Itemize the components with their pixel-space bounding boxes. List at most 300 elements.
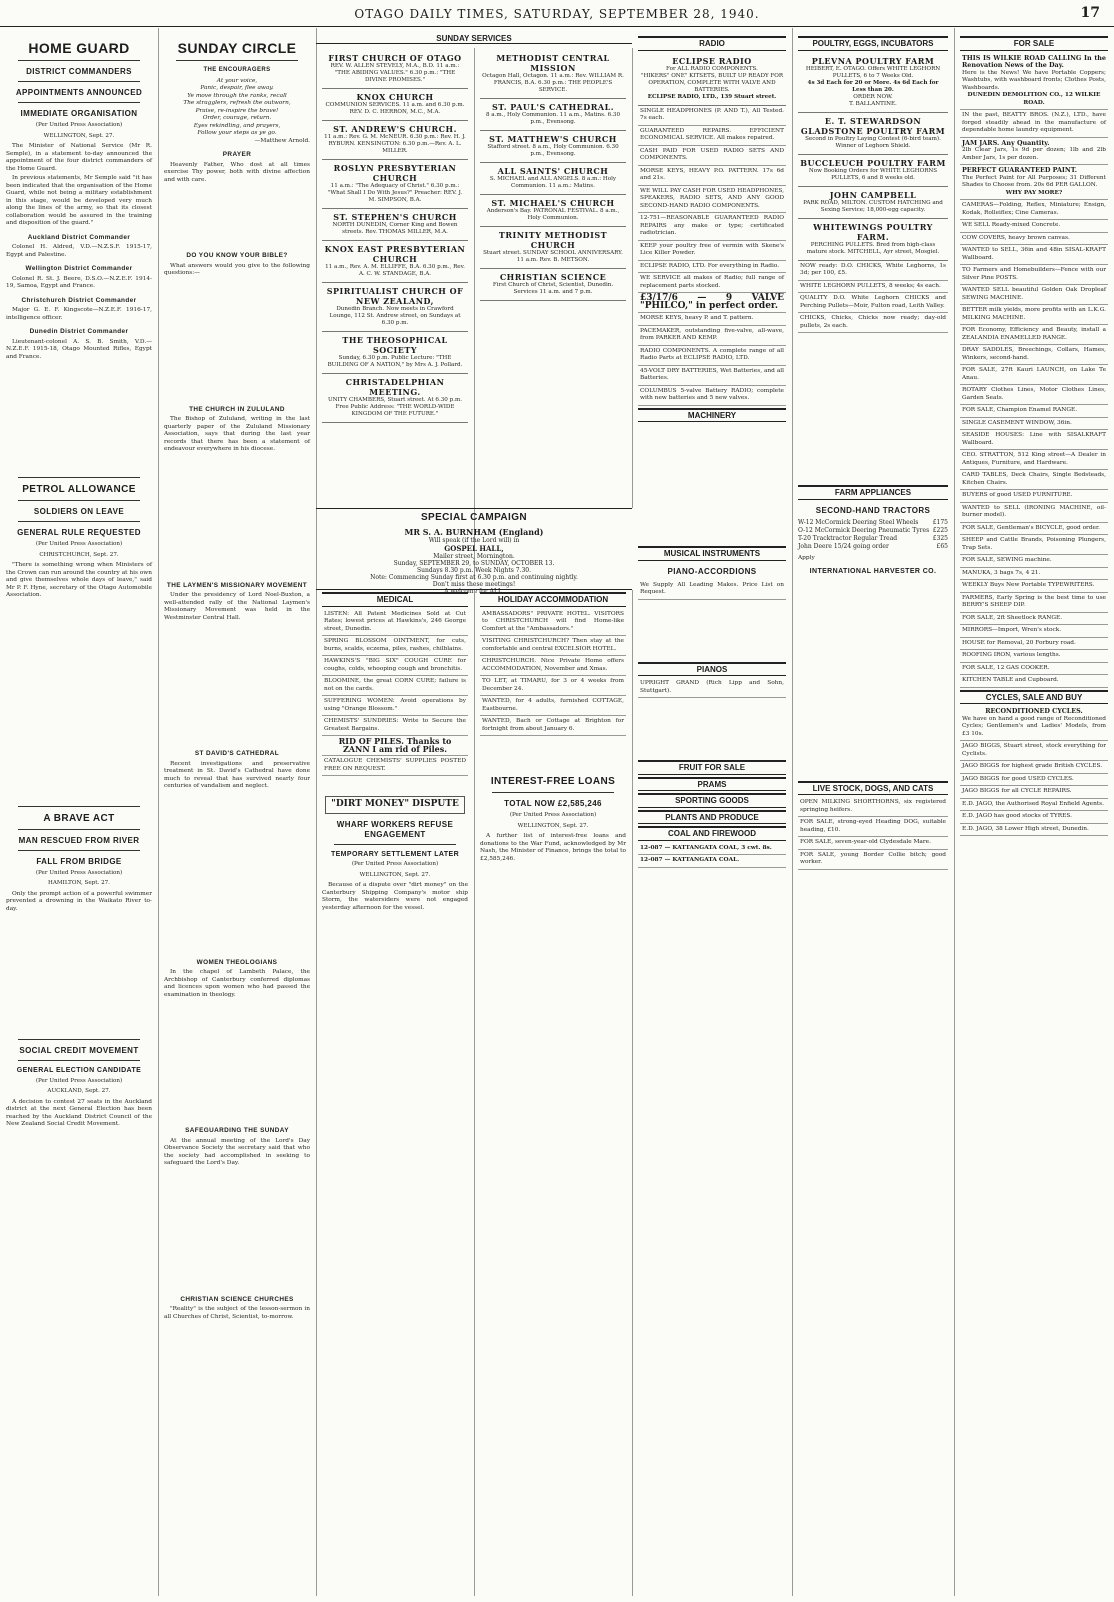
article-paragraph: "Reality" is the subject of the lesson-sermon in all Churches of Christ, Scientist, to-morrow. — [164, 1306, 310, 1320]
classified-ad: SPRING BLOSSOM OINTMENT, for cuts, burns, scalds, eczema, piles, rashes, chilblains. — [322, 636, 468, 656]
section-cycles: CYCLES, SALE AND BUY — [960, 690, 1108, 705]
church-name: ST. PAUL'S CATHEDRAL. — [492, 102, 614, 112]
classified-ad: SEASIDE HOUSES: Line with SISALKRAFT Wallboard. — [960, 430, 1108, 450]
classified-ad: 45-VOLT DRY BATTERIES, Wet Batteries, and all Batteries. — [638, 366, 786, 386]
tractor-price: £225 — [932, 526, 948, 534]
ad-text: 4s 3d Each for 20 or More. 4s 6d Each for Less than 20. — [807, 79, 939, 93]
body-text-block — [164, 186, 310, 246]
church-name: CHRISTIAN SCIENCE — [499, 272, 607, 282]
classified-ad: FOR SALE, 2ft Sheetlock RANGE. — [960, 613, 1108, 626]
church-name: SPIRITUALIST CHURCH OF NEW ZEALAND, — [326, 286, 464, 306]
ad-text: Second in Poultry Laying Contest (6-bird team). Winner of Leghorn Shield. — [805, 135, 941, 149]
dateline: AUCKLAND, Sept. 27. — [47, 1088, 111, 1094]
article-paragraph: Colonel H. Aldred, V.D.—N.Z.S.F. 1915-17, Egypt and Palestine. — [6, 244, 152, 258]
classified-ad: RADIO COMPONENTS. A complete range of all Radio Parts at ECLIPSE RADIO, LTD. — [638, 346, 786, 366]
harvester-name: INTERNATIONAL HARVESTER CO. — [809, 568, 937, 575]
service-st-michaels — [480, 195, 626, 227]
church-details: 11 a.m.: "The Adequacy of Christ." 6.30 p.m.: "What Shall I Do With Jesus?" Preacher: REV. J. M. SIMPSON, B.A. — [327, 183, 463, 203]
ad-text: DUNEDIN DEMOLITION CO., 12 WILKIE ROAD. — [967, 92, 1101, 106]
classified-ad: TO Farmers and Homebuilders—Fence with our Silver Pine POSTS. — [960, 265, 1108, 285]
service-knox — [322, 89, 468, 121]
tractor-price: £325 — [932, 534, 948, 542]
church-details: Stuart street. SUNDAY SCHOOL ANNIVERSARY. 11 a.m. Rev. B. METSON. — [483, 250, 623, 263]
campaign-line: Will speak (if the Lord will) in — [428, 537, 520, 544]
classified-ad: ROOFING IRON, various lengths. — [960, 650, 1108, 663]
service-roslyn — [322, 160, 468, 209]
ad-text: We have on hand a good range of Reconditioned Cycles; Gentlemen's and Ladies' Models, from £3 10s. — [962, 715, 1106, 737]
church-details: REV. W. ALLEN STEVELY, M.A., B.D. 11 a.m.: "THE ABIDING VALUES." 6.30 p.m.: "THE DIVINE PROMISES." — [330, 63, 460, 83]
section-farm-appliances: FARM APPLIANCES — [798, 485, 948, 500]
church-details: COMMUNION SERVICES. 11 a.m. and 6.30 p.m. REV. D. C. HERRON, M.C., M.A. — [325, 102, 465, 115]
section-holiday-accommodation: HOLIDAY ACCOMMODATION — [480, 592, 626, 607]
classified-ad: WE SERVICE all makes of Radio; full range of replacement parts stocked. — [638, 273, 786, 293]
headline-home-guard: HOME GUARD — [28, 40, 130, 56]
classified-ad: CHRISTCHURCH. Nice Private Home offers ACCOMMODATION, November and Xmas. — [480, 656, 626, 676]
section-machinery: MACHINERY — [638, 408, 786, 423]
service-knox-east — [322, 241, 468, 283]
headline-petrol: PETROL ALLOWANCE — [22, 484, 136, 495]
campaign-place: GOSPEL HALL, — [444, 544, 504, 553]
classified-ad: WE SELL Ready-mixed Concrete. — [960, 220, 1108, 233]
page-number: 17 — [1080, 5, 1100, 21]
section-pianos: PIANOS — [638, 662, 786, 677]
campaign-line: Don't miss these meetings! — [432, 581, 516, 588]
classified-ad: BUYERS of good USED FURNITURE. — [960, 490, 1108, 503]
classified-ad: HOUSE for Removal, 20 Forbury road. — [960, 638, 1108, 651]
article-paragraph: "There is something wrong when Ministers of the Crown can run around the country at his own and give themselves whole days of leave," said Mr P. F. Hyne, secretary of the Otago Automobile Association. — [6, 562, 152, 598]
classified-ad: MORSE KEYS, heavy P. and T. pattern. — [638, 313, 786, 326]
stewardson-ad — [798, 113, 948, 155]
classified-ad: FOR SALE, young Border Collie bitch; good worker. — [798, 850, 948, 870]
jam-ad — [960, 138, 1108, 166]
church-details: S. MICHAEL and ALL ANGELS. 8 a.m.: Holy Communion. 11 a.m.: Matins. — [489, 176, 617, 189]
tractor-row — [798, 519, 948, 527]
classified-ad: PACEMAKER, outstanding five-valve, all-wave, from PARKER AND KEMP. — [638, 326, 786, 346]
section-fruit: FRUIT FOR SALE — [638, 760, 786, 775]
classified-ad: COW COVERS, heavy brown canvas. — [960, 233, 1108, 246]
poem-line: The stragglers, refresh the outworn, — [183, 100, 291, 106]
ad-text: Here is the News! We have Portable Coppers; Washtubs, with washboard fronts; Clothes Posts, Washboards. — [962, 69, 1106, 91]
service-christadelphian — [322, 374, 468, 423]
press-credit: (Per United Press Association) — [35, 122, 123, 128]
classified-ad: CHICKS, Chicks, Chicks now ready; day-old pullets, 2s each. — [798, 313, 948, 333]
subhead: WHARF WORKERS REFUSE ENGAGEMENT — [336, 819, 454, 839]
tractor-row — [798, 535, 948, 543]
column-holiday — [474, 590, 633, 1596]
service-christian-science — [480, 269, 626, 301]
classified-ad: E.D. JAGO, the Authorised Royal Enfield Agents. — [960, 799, 1108, 812]
article-paragraph: Major G. E. F. Kingscote—N.Z.E.F. 1916-17, intelligence officer. — [6, 307, 152, 321]
plevna-ad — [798, 53, 948, 113]
recond-ad — [960, 706, 1108, 741]
poem-title: THE ENCOURAGERS — [203, 67, 271, 73]
campaign-line: A welcome for ALL. — [444, 588, 504, 595]
poem-line: Eyes rekindling, and prayers, — [193, 122, 281, 129]
classified-ad: WANTED, Bach or Cottage at Brighton for fortnight from about January 6. — [480, 716, 626, 736]
classified-ad: MIRRORS—Import, Wren's stock. — [960, 625, 1108, 638]
classified-ad: 12-087 — KATTANGATA COAL. — [638, 855, 786, 868]
advertiser-name: JOHN CAMPBELL — [829, 189, 917, 200]
poem — [164, 78, 310, 138]
body-text-block — [164, 1001, 310, 1121]
classified-ad: FOR SALE, Champion Enamel RANGE. — [960, 405, 1108, 418]
dateline: WELLINGTON, Sept. 27. — [359, 871, 431, 878]
poem-line: Order, courage, return. — [202, 115, 272, 121]
section-live-stock: LIVE STOCK, DOGS, AND CATS — [798, 781, 948, 796]
campaign-dates: Sunday, SEPTEMBER 29, to SUNDAY, OCTOBER 13. — [393, 560, 555, 567]
column-services-right — [474, 48, 633, 508]
press-credit: (Per United Press Association) — [35, 869, 123, 876]
service-theosophical — [322, 332, 468, 374]
church-name: METHODIST CENTRAL MISSION — [496, 53, 610, 73]
press-credit: (Per United Press Association) — [509, 812, 597, 818]
tractor-row — [798, 527, 948, 535]
subhead: PRAYER — [222, 151, 252, 158]
classified-ad: AMBASSADORS" PRIVATE HOTEL. VISITORS to CHRISTCHURCH will find Home-like Comfort at the "Ambassadors." — [480, 609, 626, 637]
classified-ad: JAGO BIGGS for all CYCLE REPAIRS. — [960, 786, 1108, 799]
body-text-block — [164, 793, 310, 953]
church-name: FIRST CHURCH OF OTAGO — [328, 53, 462, 63]
church-details: UNITY CHAMBERS, Stuart street. At 6.30 p.m. Free Public Address: "THE WORLD-WIDE KINGDOM OF THE FUTURE." — [327, 397, 463, 417]
whitewings-ad — [798, 219, 948, 261]
poem-line: Panic, despair, flee away. — [200, 85, 274, 91]
tractor-name: John Deere 15/24 going order — [798, 542, 889, 550]
subhead: TOTAL NOW £2,585,246 — [504, 799, 602, 808]
section-musical-instruments: MUSICAL INSTRUMENTS — [638, 546, 786, 561]
subhead: SAFEGUARDING THE SUNDAY — [185, 1127, 289, 1134]
advertiser-name: WHITEWINGS POULTRY FARM. — [813, 221, 933, 242]
service-first-church — [322, 50, 468, 89]
classified-ad: CEO. STRATTON, 512 King street—A Dealer in Antiques, Furniture, and Hardware. — [960, 450, 1108, 470]
church-name: ST. MATTHEW'S CHURCH — [489, 134, 617, 144]
church-name: ST. ANDREW'S CHURCH. — [333, 124, 457, 134]
classified-ad: BLOOMINE, the great CORN CURE; failure is not on the cards. — [322, 676, 468, 696]
poem-line: Praise, re-inspire the brave! — [195, 107, 279, 114]
article-paragraph: Colonel R. St. J. Beere, D.S.O.—N.Z.E.F. 1914-19, Samoa, Egypt and France. — [6, 275, 152, 289]
section-poultry: POULTRY, EGGS, INCUBATORS — [798, 36, 948, 51]
article-paragraph: What answers would you give to the following questions:— — [164, 262, 310, 276]
classified-ad: CAMERAS—Folding, Reflex, Miniature; Ensign, Kodak, Rolleiflex; Cine Cameras. — [960, 200, 1108, 220]
ad-text: For ALL RADIO COMPONENTS. — [666, 65, 758, 72]
article-paragraph: At the annual meeting of the Lord's Day Observance Society the secretary said that who the society had accomplished in seeking to safeguard the Lord's Day. — [164, 1137, 310, 1166]
classified-ad: SINGLE HEADPHONES (P. AND T.), All Tested. 7s each. — [638, 106, 786, 126]
dateline: HAMILTON, Sept. 27. — [48, 880, 110, 886]
classified-ad: 12-087 — KATTANGATA COAL, 3 cwt. 8s. — [638, 843, 786, 856]
body-text-block — [6, 602, 152, 802]
advertiser-name: E. T. STEWARDSON GLADSTONE POULTRY FARM — [800, 115, 946, 136]
classified-ad: SUFFERING WOMEN: Avoid operations by using "Orange Blossom." — [322, 696, 468, 716]
classified-ad: WANTED to SELL, 36in and 48in SISAL-KRAFT Wallboard. — [960, 245, 1108, 265]
service-st-stephens — [322, 209, 468, 241]
classified-ad: CHEMISTS' SUNDRIES: Write to Secure the Greatest Bargains. — [322, 716, 468, 736]
service-spiritualist — [322, 283, 468, 332]
section-sunday-services: SUNDAY SERVICES — [316, 34, 632, 44]
subhead: GENERAL ELECTION CANDIDATE — [16, 1067, 142, 1074]
church-name: CHRISTADELPHIAN MEETING. — [345, 377, 445, 397]
article-paragraph: A further list of interest-free loans and donations to the War Fund, acknowledged by Mr Nash, the Minister of Finance, brings the total to £2,585,246. — [480, 833, 626, 862]
classified-ad: MANUKA, 3 bags 7s, 4 21. — [960, 568, 1108, 581]
column-poultry — [792, 28, 955, 1596]
article-paragraph: Only the prompt action of a powerful swimmer prevented a drowning in the Waikato River to-day. — [6, 890, 152, 912]
section-coal: COAL AND FIREWOOD — [638, 826, 786, 841]
press-credit: (Per United Press Association) — [351, 861, 439, 867]
classified-ad: ROTARY Clothes Lines, Motor Clothes Lines, Garden Seats. — [960, 385, 1108, 405]
service-st-matthews — [480, 131, 626, 163]
ad-text: PARK ROAD, MILTON. CUSTOM HATCHING and Sexing Service; 18,000-egg capacity. — [803, 199, 943, 213]
church-details: Dunedin Branch. Now meets in Crawford Lounge, 112 St. Andrew street, on Sundays at 6.30 p.m. — [329, 306, 461, 326]
classified-ad: FARMERS, Early Spring is the best time to use BERRY'S SHEEP DIP. — [960, 593, 1108, 613]
ad-text: PERCHING PULLETS. Bred from high-class mature stock. MITCHELL, Ayr street, Mosgiel. — [806, 241, 940, 255]
classified-ad: FOR SALE, strong-eyed Heading DOG, suitable heading, £10. — [798, 817, 948, 837]
classified-ad: COLUMBUS 5-valve Battery RADIO; complete with new batteries and 5 new valves. — [638, 386, 786, 406]
dateline: WELLINGTON, Sept. 27. — [517, 822, 589, 829]
church-name: KNOX CHURCH — [356, 92, 434, 102]
headline-dirt-money: "DIRT MONEY" DISPUTE — [331, 799, 459, 809]
subhead: DISTRICT COMMANDERS — [26, 67, 132, 76]
headline-interest-free-loans: INTEREST-FREE LOANS — [490, 776, 616, 787]
classified-ad: We Supply All Leading Makes. Price List on Request. — [638, 580, 786, 600]
dateline: CHRISTCHURCH, Sept. 27. — [39, 551, 119, 558]
church-details: Octagon Hall, Octagon. 11 a.m.: Rev. WILLIAM R. FRANCIS, B.A. 6.30 p.m.: THE PEOPLE'S SERVICE. — [482, 73, 624, 93]
article-paragraph: The Minister of National Service (Mr R. Semple), in a statement to-day announced the appointment of the four district commanders of the Home Guard. — [6, 143, 152, 172]
church-details: 8 a.m., Holy Communion. 11 a.m., Matins. 6.30 p.m., Evensong. — [485, 112, 621, 125]
classified-ad: WANTED, for 4 adults, furnished COTTAGE, Eastbourne. — [480, 696, 626, 716]
classified-ad: ECLIPSE RADIO, LTD. For everything in Radio. — [638, 261, 786, 274]
subhead: Dunedin District Commander — [29, 328, 129, 335]
church-name: ROSLYN PRESBYTERIAN CHURCH — [333, 163, 457, 183]
headline-sunday-circle: SUNDAY CIRCLE — [177, 40, 297, 56]
church-details: 11 a.m., Rev. A. M. ELLIFFE, B.A. 6.30 p.m., Rev. A. C. W. STANDAGE, B.A. — [325, 264, 465, 277]
classified-ad: SINGLE CASEMENT WINDOW, 36in. — [960, 418, 1108, 431]
body-text-block — [164, 1170, 310, 1290]
column-services-left — [316, 48, 475, 580]
classified-ad: 12-751—REASONABLE GUARANTEED RADIO REPAIRS any make or type; certificated radiotrician. — [638, 213, 786, 241]
subhead: Wellington District Commander — [25, 265, 133, 272]
church-details: Anderson's Bay. PATRONAL FESTIVAL. 8 a.m., Holy Communion. — [486, 208, 620, 221]
poem-line: Ye move through the ranks, recall — [187, 92, 287, 99]
classified-ad: E.D. JAGO has good stocks of TYRES. — [960, 811, 1108, 824]
subhead: GENERAL RULE REQUESTED — [17, 528, 141, 537]
body-text-block — [798, 579, 948, 779]
classified-ad: WANTED to SELL (IRONING MACHINE, oil-burner model). — [960, 503, 1108, 523]
press-credit: (Per United Press Association) — [35, 1077, 123, 1084]
poem-line: At your voice, — [216, 77, 258, 84]
classified-ad: TO LET, at TIMARU, for 3 or 4 weeks from December 24. — [480, 676, 626, 696]
subhead: THE LAYMEN'S MISSIONARY MOVEMENT — [166, 581, 308, 589]
subhead: CHRISTIAN SCIENCE CHURCHES — [180, 1295, 294, 1303]
subhead: WOMEN THEOLOGIANS — [196, 958, 278, 966]
church-name: THE THEOSOPHICAL SOCIETY — [342, 335, 448, 355]
classified-ad: SHEEP and Cattle Brands, Poisoning Plungers, Trap Sets. — [960, 535, 1108, 555]
section-sporting: SPORTING GOODS — [638, 793, 786, 808]
classified-ad: VISITING CHRISTCHURCH? Then stay at the comfortable and central EXCELSIOR HOTEL. — [480, 636, 626, 656]
tractor-name: O-12 McCormick Deering Pneumatic Tyres — [798, 526, 930, 534]
classified-ad: CARD TABLES, Deck Chairs, Single Bedsteads, Kitchen Chairs. — [960, 470, 1108, 490]
wilkie-ad — [960, 53, 1108, 111]
classified-ad: RID OF PILES. Thanks to ZANN I am rid of Piles. — [322, 736, 468, 756]
ad-lead: RECONDITIONED CYCLES. — [985, 707, 1083, 715]
classified-ad: £3/17/6 — 9 VALVE "PHILCO," in perfect order. — [638, 293, 786, 313]
article-paragraph: Heavenly Father, Who dost at all times exercise Thy power, both with divine affection and with care. — [164, 161, 310, 183]
masthead — [0, 0, 1114, 27]
classified-ad: IN the past, BEATTY BROS. (N.Z.), LTD., have forged steadily ahead in the manufacture of dependable home laundry equipment. — [960, 110, 1108, 138]
body-text-block — [638, 600, 786, 660]
advertiser-name: PLEVNA POULTRY FARM — [811, 55, 935, 66]
dateline: WELLINGTON, Sept. 27. — [43, 132, 115, 139]
body-text-block — [638, 698, 786, 758]
classified-ad: KITCHEN TABLE and Cupboard. — [960, 675, 1108, 688]
classified-ad: JAGO BIGGS for highest grade British CYCLES. — [960, 761, 1108, 774]
church-name: ST. STEPHEN'S CHURCH — [333, 212, 457, 222]
article-paragraph: Under the presidency of Lord Noel-Buxton, a well-attended rally of the National Laymen's Missionary Movement was held in the Westminster Central Hall. — [164, 592, 310, 621]
headline-social-credit: SOCIAL CREDIT MOVEMENT — [19, 1046, 139, 1055]
special-campaign-notice — [316, 508, 632, 595]
church-name: KNOX EAST PRESBYTERIAN CHURCH — [324, 244, 466, 264]
campaign-times: Sundays 8.30 p.m. Week Nights 7.30. — [416, 567, 531, 574]
section-plants: PLANTS AND PRODUCE — [638, 810, 786, 825]
section-for-sale: FOR SALE — [960, 36, 1108, 51]
classified-ad: UPRIGHT GRAND (Rich Lipp and Sohn, Stuttgart). — [638, 678, 786, 698]
church-details: 11 a.m.: Rev. G. M. McNEUR. 6.30 p.m.: Rev. H. J. RYBURN. KENSINGTON: 6.30 p.m.—Rev. A. L. MILLER. — [324, 134, 466, 154]
subhead: SOLDIERS ON LEAVE — [33, 507, 125, 516]
classified-ad: BETTER milk yields, more profits with an L.K.G. MILKING MACHINE. — [960, 305, 1108, 325]
column-medical — [316, 590, 475, 1596]
classified-ad: HAWKINS'S "BIG SIX" COUGH CURE for coughs, colds, whooping cough and bronchitis. — [322, 656, 468, 676]
campaign-title: SPECIAL CAMPAIGN — [420, 512, 528, 523]
advertiser-name: BUCCLEUCH POULTRY FARM — [800, 157, 946, 168]
church-name: ALL SAINTS' CHURCH — [497, 166, 609, 176]
subhead: TEMPORARY SETTLEMENT LATER — [330, 850, 460, 858]
service-trinity-methodist — [480, 227, 626, 269]
classified-ad: FOR SALE, Gentleman's BICYCLE, good order. — [960, 523, 1108, 536]
column-for-sale — [954, 28, 1114, 1596]
classified-ad: E.D. JAGO, 38 Lower High street, Dunedin. — [960, 824, 1108, 837]
campbell-ad — [798, 187, 948, 219]
church-details: Sunday, 6.30 p.m. Public Lecture: "THE BUILDING OF A NATION," by Mrs A. J. Pollard. — [327, 355, 463, 368]
buccleuch-ad — [798, 155, 948, 187]
classified-ad: FOR SALE, 27ft Kauri LAUNCH, on Lake Te Anau. — [960, 365, 1108, 385]
article-paragraph: In previous statements, Mr Semple said "it has been indicated that the organisation of the Home Guard, while not being a military establishment in this stage, would be developed very much along the lines of the army, so that its closest collaboration would be assured in the training and disposition of the guard." — [6, 175, 152, 226]
apply-label: Apply — [798, 554, 815, 561]
headline-brave-act: A BRAVE ACT — [43, 812, 115, 824]
classified-ad: JAGO BIGGS, Stuart street, stock everything for Cyclists. — [960, 741, 1108, 761]
service-methodist — [480, 50, 626, 99]
ad-text: ECLIPSE RADIO, LTD., 139 Stuart street. — [647, 93, 777, 100]
ad-text: 2lb Clear Jars, 1s 9d per dozen; 1lb and 2lb Amber Jars, 1s per dozen. — [962, 147, 1106, 161]
classified-ad: GUARANTEED REPAIRS. EFFICIENT ECONOMICAL SERVICE. All makes repaired. — [638, 126, 786, 146]
ad-text: WHY PAY MORE? — [1005, 189, 1063, 196]
ad-text: Now Booking Orders for WHITE LEGHORNS PULLETS, 6 and 8 weeks old. — [808, 167, 938, 181]
dirt-money-box — [325, 796, 465, 814]
classified-ad: FOR Economy, Efficiency and Beauty, install a ZEALANDIA ENAMELLED RANGE. — [960, 325, 1108, 345]
body-text-block — [164, 456, 310, 576]
tractor-price: £175 — [932, 518, 948, 526]
ad-lead: THIS IS WILKIE ROAD CALLING In the Renovation News of the Day. — [962, 53, 1106, 69]
classified-ad: FOR SALE, SEWING machine. — [960, 555, 1108, 568]
subhead: FALL FROM BRIDGE — [36, 856, 122, 866]
service-st-pauls — [480, 99, 626, 131]
press-credit: (Per United Press Association) — [35, 541, 123, 547]
classified-ad: WE WILL PAY CASH FOR USED HEADPHONES, SPEAKERS, RADIO SETS, AND ANY GOOD SECOND-HAND RADIO COMPONENTS. — [638, 186, 786, 214]
classified-ad: CATALOGUE CHEMISTS' SUPPLIES POSTED FREE ON REQUEST. — [322, 756, 468, 776]
poem-author: —Matthew Arnold. — [254, 137, 310, 144]
subhead: IMMEDIATE ORGANISATION — [20, 109, 138, 118]
classified-ad: OPEN MILKING SHORTHORNS, six registered springing heifers. — [798, 797, 948, 817]
service-all-saints — [480, 163, 626, 195]
church-details: NORTH DUNEDIN, Corner King and Bowen streets. Rev. THOMAS MILLER, M.A. — [332, 222, 458, 235]
column-home-guard — [0, 28, 159, 1596]
campaign-note: Note: Commencing Sunday first at 6.30 p.m. and continuing nightly. — [370, 574, 578, 581]
subhead: THE CHURCH IN ZULULAND — [189, 405, 285, 413]
article-paragraph: Recent investigations and preservative treatment in St. David's Cathedral have done much to reveal that has survived nearly four centuries of vandalism and neglect. — [164, 760, 310, 789]
classified-ad: KEEP your poultry free of vermin with Skene's Lice Killer Powder. — [638, 241, 786, 261]
body-text-block — [164, 280, 310, 400]
ad-lead: PERFECT GUARANTEED PAINT. — [962, 166, 1077, 174]
service-st-andrews — [322, 121, 468, 160]
section-prams: PRAMS — [638, 777, 786, 792]
church-name: ST. MICHAEL'S CHURCH — [491, 198, 615, 208]
ad-text: "HIKERS" ONE" KITSETS, BUILT UP READY FOR OPERATION, COMPLETE WITH VALVE AND BATTERIES. — [640, 72, 784, 93]
body-text-block — [6, 363, 152, 473]
eclipse-radio-ad — [638, 53, 786, 106]
masthead-title: OTAGO DAILY TIMES, SATURDAY, SEPTEMBER 28, 1940. — [354, 7, 760, 21]
tractor-name: W-12 McCormick Deering Steel Wheels — [798, 518, 919, 526]
classified-ad: CASH PAID FOR USED RADIO SETS AND COMPONENTS. — [638, 146, 786, 166]
article-paragraph: Lieutenant-colonel A. S. B. Smith, V.D.—N.Z.E.F. 1915-18, Otago Mounted Rifles, Egypt and France. — [6, 338, 152, 360]
church-details: First Church of Christ, Scientist, Dunedin. Services 11 a.m. and 7 p.m. — [492, 282, 614, 295]
tractor-row — [798, 543, 948, 551]
ad-text: T. BALLANTINE. — [849, 100, 897, 107]
campaign-line: Mailer street, Mornington. — [433, 553, 515, 560]
campaign-speaker: MR S. A. BURNHAM (England) — [404, 527, 544, 537]
classified-ad: WEEKLY Buys New Portable TYPEWRITERS. — [960, 580, 1108, 593]
article-paragraph: In the chapel of Lambeth Palace, the Archbishop of Canterbury conferred diplomas and licences upon women who had passed the examination in theology. — [164, 969, 310, 998]
advertiser-name: ECLIPSE RADIO — [672, 55, 752, 66]
subhead: APPOINTMENTS ANNOUNCED — [15, 88, 143, 97]
body-text-block — [6, 915, 152, 1035]
classified-ad: WHITE LEGHORN PULLETS, 8 weeks; 4s each. — [798, 281, 948, 294]
church-details: Stafford street. 8 a.m., Holy Communion. 6.30 p.m., Evensong. — [487, 144, 619, 157]
tractor-price: £65 — [936, 542, 948, 550]
classified-ad: LISTEN: All Patent Medicines Sold at Cut Rates; lowest prices at Hawkins's, 246 George street, Dunedin. — [322, 609, 468, 637]
subhead: SECOND-HAND TRACTORS — [815, 505, 931, 515]
subhead: Christchurch District Commander — [21, 296, 137, 304]
article-paragraph: Because of a dispute over "dirt money" on the Canterbury Shipping Company's motor ship Storm, the watersiders were not engaged yesterday afternoon for the vessel. — [322, 882, 468, 911]
section-radio: RADIO — [638, 36, 786, 51]
poem-line: Follow your steps as ye go. — [197, 130, 277, 136]
classified-ad: FOR SALE, 12 GAS COOKER. — [960, 663, 1108, 676]
paint-ad — [960, 165, 1108, 200]
classified-ad: DRAY SADDLES, Breechings, Collars, Hames, Winkers, second-hand. — [960, 345, 1108, 365]
classified-ad: FOR SALE, seven-year-old Clydesdale Mare. — [798, 837, 948, 850]
body-text-block — [164, 624, 310, 744]
ad-lead: JAM JARS. Any Quantity. — [962, 138, 1050, 147]
ad-text: ORDER NOW. — [853, 93, 893, 100]
church-name: TRINITY METHODIST CHURCH — [498, 230, 608, 250]
section-medical: MEDICAL — [322, 592, 468, 607]
classified-ad: MORSE KEYS, HEAVY P.O. PATTERN. 17s 6d and 21s. — [638, 166, 786, 186]
article-paragraph: A decision to contest 27 seats in the Auckland district at the next General Election has been reached by the Auckland District Council of the New Zealand Social Credit Movement. — [6, 1098, 152, 1127]
subhead: DO YOU KNOW YOUR BIBLE? — [186, 252, 288, 259]
column-sunday-circle — [158, 28, 317, 1596]
tractor-name: T-20 Tracktractor Regular Tread — [798, 534, 898, 542]
column-radio — [632, 28, 793, 1596]
classified-ad: JAGO BIGGS for good USED CYCLES. — [960, 774, 1108, 787]
ad-text: The Perfect Paint for All Purposes; 31 Different Shades to Choose from. 20s 6d PER GALLON. — [962, 174, 1106, 188]
ad-text: HEIBERT, E. OTAGO. Offers WHITE LEGHORN PULLETS, 6 to 7 Weeks Old. — [805, 65, 941, 79]
classified-ad: NOW ready: D.O. CHICKS, White Leghorns, 1s 3d; per 100, £5. — [798, 261, 948, 281]
subhead: PIANO-ACCORDIONS — [667, 566, 757, 576]
